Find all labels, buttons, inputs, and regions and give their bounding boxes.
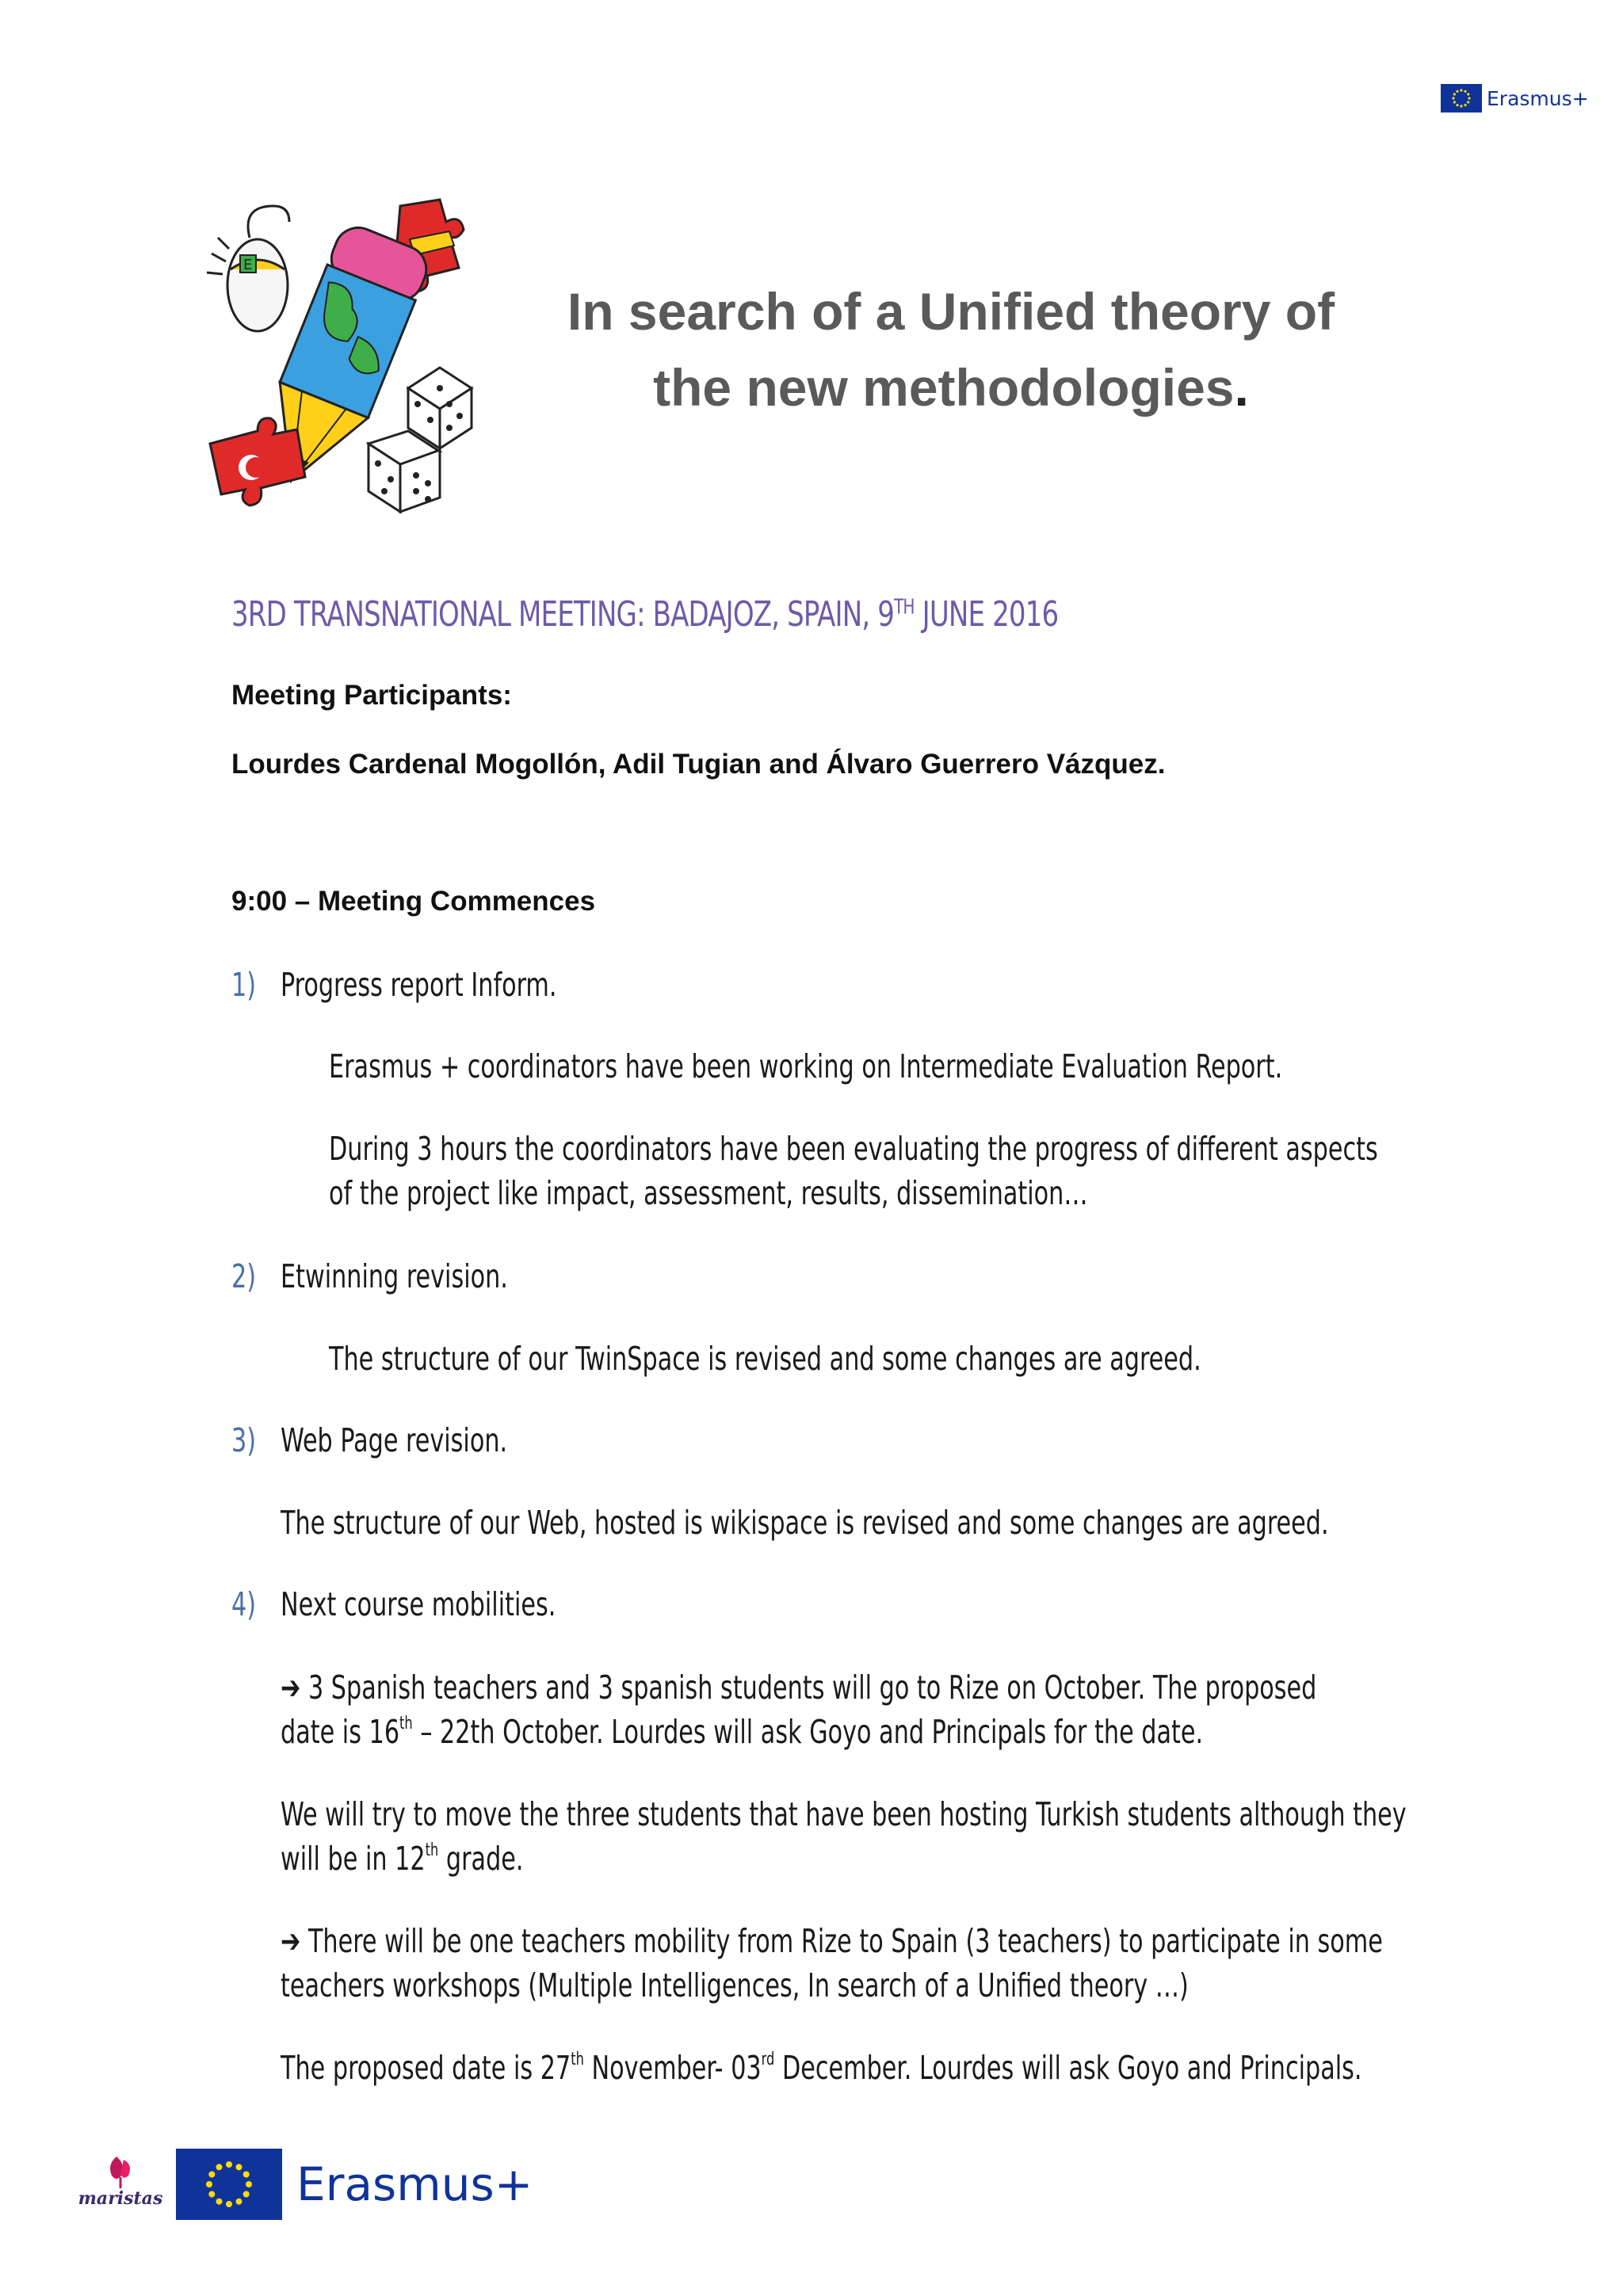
maristas-text: maristas [78, 2188, 163, 2209]
paragraph-text: will be in 12 [281, 1840, 426, 1878]
paragraph-text: grade. [438, 1840, 524, 1878]
list-number: 4) [231, 1585, 257, 1623]
paragraph: Erasmus + coordinators have been working on Intermediate Evaluation Report. [329, 1047, 1283, 1085]
maristas-logo [73, 2149, 168, 2220]
superscript: rd [761, 2050, 775, 2069]
paragraph: of the project like impact, assessment, results, dissemination… [329, 1174, 1088, 1212]
eu-flag-icon [1441, 84, 1482, 113]
paragraph-text: December. Lourdes will ask Goyo and Principals. [774, 2049, 1362, 2087]
paragraph: The structure of our TwinSpace is revised and some changes are agreed. [329, 1340, 1201, 1378]
erasmus-badge-top [1441, 84, 1589, 113]
paragraph-text: 3 Spanish teachers and 3 spanish students will go to Rize on October. The proposed [307, 1669, 1317, 1707]
meeting-heading-post: JUNE 2016 [914, 594, 1059, 635]
title-period: . [1234, 358, 1249, 417]
paragraph-text: The proposed date is 27 [281, 2049, 571, 2087]
meeting-heading [231, 594, 1058, 635]
document-title [523, 273, 1379, 425]
paragraph-text: There will be one teachers mobility from Rize to Spain (3 teachers) to participate in some [307, 1922, 1383, 1960]
meeting-heading-pre: 3RD TRANSNATIONAL MEETING: BADAJOZ, SPAIN, 9 [231, 594, 895, 635]
list-item-title: Web Page revision. [281, 1421, 508, 1459]
list-item [231, 1254, 256, 1299]
paragraph: The structure of our Web, hosted is wikispace is revised and some changes are agreed. [281, 1504, 1329, 1542]
list-item-title: Next course mobilities. [281, 1585, 556, 1623]
list-item-title: Etwinning revision. [281, 1257, 508, 1295]
list-number: 2) [231, 1257, 257, 1295]
erasmus-logo-bottom [176, 2149, 533, 2220]
paragraph [281, 1665, 1316, 1710]
list-item [231, 1582, 256, 1627]
list-item [231, 963, 256, 1007]
erasmus-badge-text: Erasmus+ [1487, 86, 1589, 110]
paragraph [281, 1919, 1383, 1963]
superscript: th [399, 1714, 413, 1733]
title-line-1: In search of a Unified theory of [567, 282, 1335, 341]
paragraph [281, 2046, 1362, 2090]
list-item [231, 1418, 256, 1463]
list-number: 3) [231, 1421, 257, 1459]
project-logo [202, 190, 503, 523]
paragraph [281, 1710, 1203, 1754]
paragraph-text: November- 03 [583, 2049, 762, 2087]
meeting-heading-sup: TH [894, 595, 915, 620]
participants-label: Meeting Participants: [231, 680, 512, 711]
paragraph: We will try to move the three students that have been hosting Turkish students although they [281, 1795, 1407, 1833]
participants-names: Lourdes Cardenal Mogollón, Adil Tugian and Álvaro Guerrero Vázquez. [231, 749, 1166, 780]
erasmus-logo-text: Erasmus+ [296, 2157, 533, 2211]
list-number: 1) [231, 966, 257, 1004]
list-item-title: Progress report Inform. [281, 966, 557, 1004]
paragraph-text: – 22th October. Lourdes will ask Goyo and Principals for the date. [412, 1713, 1204, 1751]
title-line-2 [523, 349, 1379, 425]
svg-text:E: E [243, 257, 253, 273]
meeting-commences: 9:00 – Meeting Commences [231, 886, 596, 917]
eu-flag-icon [176, 2149, 282, 2220]
paragraph: teachers workshops (Multiple Intelligences, In search of a Unified theory …) [281, 1966, 1189, 2004]
arrow-icon: ➔ [281, 1669, 301, 1707]
arrow-icon: ➔ [281, 1922, 301, 1960]
superscript: th [425, 1840, 439, 1860]
title-line-2-text: the new methodologies [653, 358, 1235, 417]
paragraph: During 3 hours the coordinators have been evaluating the progress of different aspects [329, 1130, 1378, 1168]
superscript: th [571, 2050, 584, 2069]
paragraph-text: date is 16 [281, 1713, 400, 1751]
paragraph [281, 1836, 524, 1881]
